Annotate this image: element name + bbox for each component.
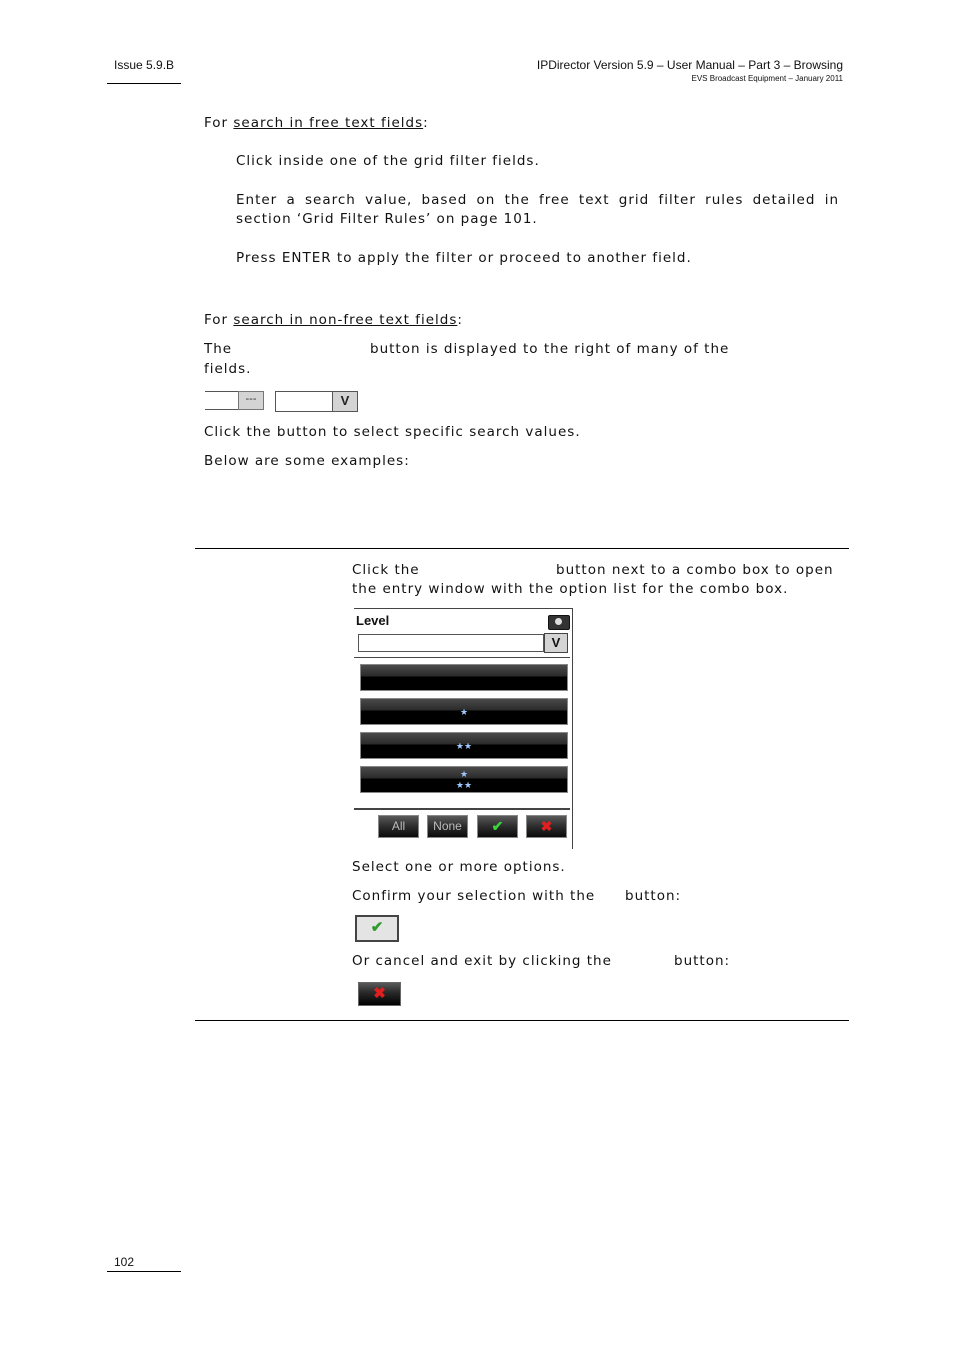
non-free-link[interactable]: search in non-free text fields: [233, 312, 458, 328]
issue-label: Issue 5.9.B: [114, 58, 175, 72]
all-button[interactable]: All: [378, 815, 419, 838]
button-next-text: button next to a combo box to open: [556, 562, 834, 578]
star-icon: ★: [459, 707, 469, 717]
level-title: Level: [356, 613, 390, 628]
level-entry-window: [354, 608, 573, 849]
table-top-rule: [195, 548, 849, 549]
document-title: IPDirector Version 5.9 – User Manual – Part 3 – Browsing: [536, 58, 843, 72]
example-text-field[interactable]: [205, 391, 239, 410]
confirm-button-word: button:: [625, 888, 682, 904]
header-rule: [107, 83, 181, 84]
level-option-0[interactable]: [360, 664, 568, 691]
star-icon: ★: [459, 769, 469, 779]
intro-prefix: For: [204, 312, 234, 328]
non-free-intro: [204, 311, 463, 330]
level-option-3[interactable]: [360, 766, 568, 793]
footer-rule: [107, 1271, 181, 1272]
cancel-text: Or cancel and exit by clicking the: [352, 953, 612, 969]
cancel-button-example[interactable]: ✖: [358, 982, 401, 1006]
level-option-list: [354, 657, 570, 810]
confirm-text: Confirm your selection with the: [352, 888, 596, 904]
click-button-text: Click the button to select specific search values.: [204, 424, 581, 440]
combo-v-button[interactable]: V: [332, 391, 358, 412]
stars-icon: ★★: [455, 780, 473, 790]
free-text-link[interactable]: search in free text fields: [233, 115, 424, 131]
ok-button-example[interactable]: ✔: [355, 915, 399, 942]
select-options-text: Select one or more options.: [352, 859, 566, 875]
free-text-intro: [204, 114, 429, 133]
intro-prefix: For: [204, 115, 234, 131]
the-word: The: [204, 341, 233, 357]
camera-icon[interactable]: [548, 615, 570, 630]
page-number: 102: [114, 1255, 135, 1269]
none-button[interactable]: None: [427, 815, 468, 838]
intro-suffix: :: [457, 312, 463, 328]
step-3: Press ENTER to apply the filter or proceed to another field.: [236, 250, 692, 266]
examples-text: Below are some examples:: [204, 453, 410, 469]
stars-icon: ★★: [455, 741, 473, 751]
ellipsis-button[interactable]: ---: [238, 391, 264, 410]
step-2: Enter a search value, based on the free text grid filter rules detailed in section ‘Grid Filter Rules’ on page 101.: [236, 192, 839, 227]
intro-suffix: :: [423, 115, 429, 131]
level-combo-input[interactable]: [358, 634, 544, 652]
entry-window-text: the entry window with the option list for the combo box.: [352, 581, 789, 597]
confirm-button[interactable]: ✔: [477, 815, 518, 838]
document-subtitle: EVS Broadcast Equipment – January 2011: [691, 74, 843, 83]
level-option-2[interactable]: [360, 732, 568, 759]
level-combo-v-button[interactable]: V: [544, 633, 568, 653]
button-displayed-text: button is displayed to the right of many of the: [370, 341, 730, 357]
click-the-text: Click the: [352, 562, 420, 578]
example-combo-field[interactable]: [275, 391, 333, 412]
table-bottom-rule: [195, 1020, 849, 1021]
level-option-1[interactable]: [360, 698, 568, 725]
step-1: Click inside one of the grid filter fields.: [236, 153, 540, 169]
fields-word: fields.: [204, 361, 252, 377]
cancel-button-word: button:: [674, 953, 731, 969]
cancel-button[interactable]: ✖: [526, 815, 567, 838]
